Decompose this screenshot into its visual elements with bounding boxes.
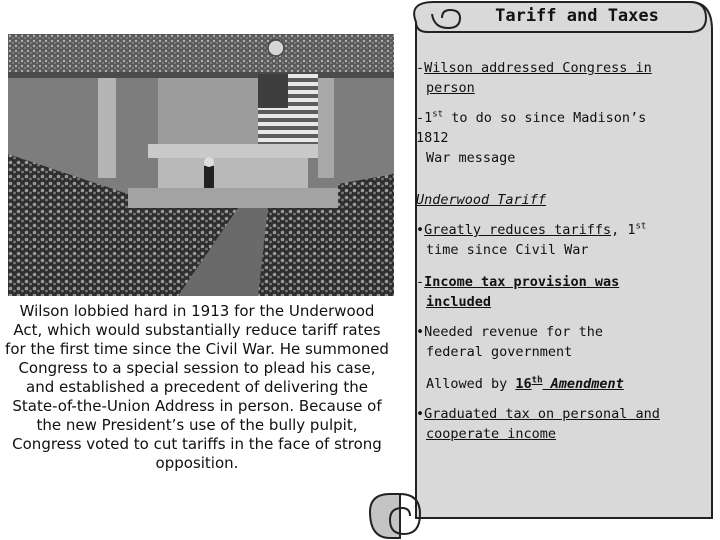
note-first-since-madison bbox=[416, 108, 676, 168]
note-text: person bbox=[426, 80, 475, 96]
bullet-icon: • bbox=[416, 324, 425, 340]
note-text: -1 bbox=[416, 110, 433, 126]
note-greatly-reduces bbox=[416, 220, 676, 260]
note-text: included bbox=[426, 294, 492, 310]
note-text: Amendment bbox=[542, 376, 624, 392]
note-heading-underwood: Underwood Tariff bbox=[416, 192, 547, 208]
congress-photo-illustration bbox=[8, 34, 394, 296]
slide-title: Tariff and Taxes bbox=[495, 6, 659, 26]
note-dash: - bbox=[416, 274, 425, 290]
note-needed-revenue bbox=[416, 322, 676, 362]
note-income-tax bbox=[416, 272, 676, 312]
note-sup: st bbox=[635, 221, 647, 232]
note-text: Needed revenue for the bbox=[424, 324, 603, 340]
note-wilson-addressed bbox=[416, 58, 676, 98]
note-text: Allowed by bbox=[426, 376, 516, 392]
note-text: cooperate income bbox=[426, 426, 557, 442]
note-text: 16 bbox=[515, 376, 532, 392]
note-graduated-tax bbox=[416, 404, 676, 444]
note-text: War message bbox=[426, 150, 516, 166]
note-text: to do so since Madison’s 1812 bbox=[416, 110, 647, 146]
note-text: federal government bbox=[426, 344, 573, 360]
note-text: Graduated tax on personal and bbox=[424, 406, 660, 422]
note-text: time since Civil War bbox=[426, 242, 589, 258]
note-text: Greatly reduces tariffs bbox=[424, 222, 612, 238]
note-dash: - bbox=[416, 60, 425, 76]
note-sup: th bbox=[531, 375, 543, 386]
note-text: Wilson addressed Congress in bbox=[424, 60, 652, 76]
photo-caption: Wilson lobbied hard in 1913 for the Underwood Act, which would substantially reduce tariff rates for the first time since the Civil War. He summoned Congress to a special session to plead his case, and established a precedent of delivering the State-of-the-Union Address in person. Because of the new President’s use of the bully pulpit, Congress voted to cut tariffs in the face of strong opposition. bbox=[5, 302, 389, 472]
bullet-icon: • bbox=[416, 406, 425, 422]
note-sup: st bbox=[432, 109, 444, 120]
note-text: Income tax provision was bbox=[424, 274, 620, 290]
note-16th-amendment bbox=[416, 374, 686, 394]
note-text: , 1 bbox=[611, 222, 636, 238]
bullet-icon: • bbox=[416, 222, 425, 238]
congress-photo bbox=[8, 34, 394, 296]
